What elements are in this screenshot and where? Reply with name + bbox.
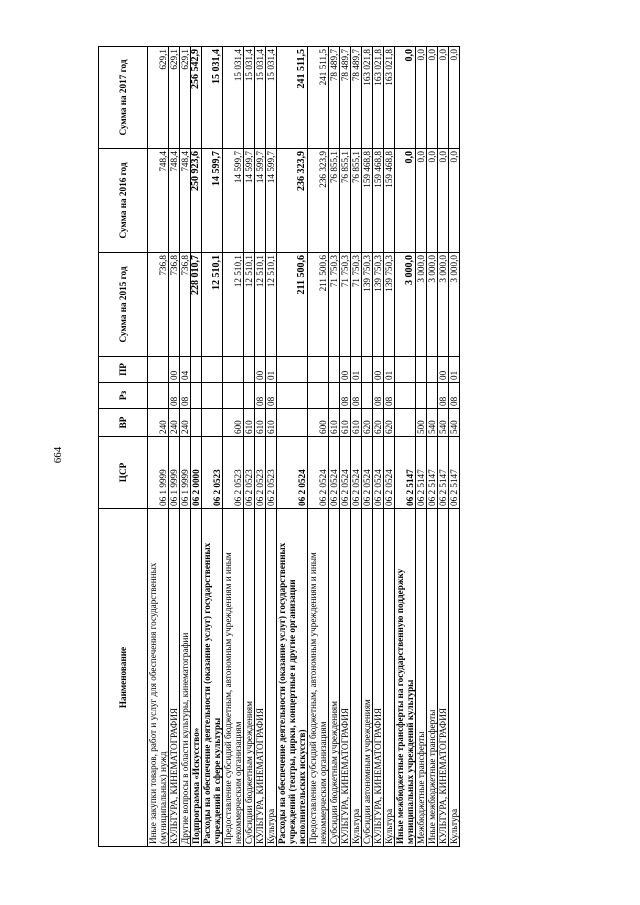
cell-csr: 06 2 0523 (244, 437, 255, 509)
cell-2016: 159 468,8 (384, 149, 395, 253)
header-2016: Сумма на 2016 год (99, 149, 148, 253)
table-row (255, 47, 266, 847)
cell-pr (202, 357, 223, 383)
cell-csr: 06 1 9999 (180, 437, 191, 509)
cell-name: КУЛЬТУРА, КИНЕМАТОГРАФИЯ (169, 509, 180, 847)
cell-2017: 629,1 (148, 47, 169, 149)
header-vr: ВР (99, 409, 148, 437)
header-pr: ПР (99, 357, 148, 383)
table-row (449, 47, 460, 847)
cell-pr (277, 357, 308, 383)
table-row (169, 47, 180, 847)
cell-csr: 06 2 0524 (340, 437, 351, 509)
cell-csr: 06 2 0523 (266, 437, 277, 509)
cell-vr: 500 (416, 409, 427, 437)
cell-2016: 0,0 (438, 149, 449, 253)
cell-2015: 3 000,0 (416, 253, 427, 357)
cell-2015: 12 510,1 (244, 253, 255, 357)
cell-pr (191, 357, 202, 383)
cell-2017: 256 542,9 (191, 47, 202, 149)
cell-2016: 76 855,1 (329, 149, 340, 253)
cell-pr (308, 357, 329, 383)
cell-name: Расходы на обеспечение деятельности (оказание услуг) государственных учреждений в сфере культуры (202, 509, 223, 847)
cell-pr (244, 357, 255, 383)
cell-2017: 78 489,7 (351, 47, 362, 149)
cell-pr (427, 357, 438, 383)
cell-csr: 06 2 5147 (427, 437, 438, 509)
cell-2017: 15 031,4 (223, 47, 244, 149)
cell-2016: 76 855,1 (340, 149, 351, 253)
cell-csr: 06 2 5147 (438, 437, 449, 509)
cell-csr: 06 2 0524 (308, 437, 329, 509)
cell-pr: 00 (340, 357, 351, 383)
cell-rz (148, 383, 169, 409)
table-row (266, 47, 277, 847)
cell-rz: 08 (169, 383, 180, 409)
cell-2016: 748,4 (148, 149, 169, 253)
cell-csr: 06 2 0524 (384, 437, 395, 509)
cell-2017: 15 031,4 (255, 47, 266, 149)
cell-rz: 08 (351, 383, 362, 409)
cell-vr (395, 409, 416, 437)
table-row (329, 47, 340, 847)
cell-2017: 78 489,7 (340, 47, 351, 149)
cell-csr: 06 2 5147 (449, 437, 460, 509)
cell-rz: 08 (266, 383, 277, 409)
cell-csr: 06 2 0523 (202, 437, 223, 509)
table-row (244, 47, 255, 847)
cell-csr: 06 1 9999 (169, 437, 180, 509)
cell-2017: 0,0 (416, 47, 427, 149)
cell-2016: 0,0 (395, 149, 416, 253)
cell-csr: 06 2 0000 (191, 437, 202, 509)
page-number: 664 (52, 446, 64, 464)
cell-2015: 736,8 (148, 253, 169, 357)
header-rz: Рз (99, 383, 148, 409)
table-row (351, 47, 362, 847)
cell-2015: 12 510,1 (223, 253, 244, 357)
cell-2016: 14 599,7 (266, 149, 277, 253)
cell-csr: 06 2 0524 (329, 437, 340, 509)
cell-2015: 736,8 (169, 253, 180, 357)
cell-2015: 71 750,3 (329, 253, 340, 357)
cell-pr: 01 (449, 357, 460, 383)
cell-2016: 159 468,8 (373, 149, 384, 253)
cell-pr: 01 (266, 357, 277, 383)
cell-csr: 06 2 0524 (373, 437, 384, 509)
cell-2016: 0,0 (449, 149, 460, 253)
header-name: Наименование (99, 509, 148, 847)
cell-2016: 159 468,8 (362, 149, 373, 253)
cell-2016: 748,4 (169, 149, 180, 253)
cell-vr: 620 (384, 409, 395, 437)
budget-table (98, 46, 460, 847)
cell-name: Культура (351, 509, 362, 847)
header-2015: Сумма на 2015 год (99, 253, 148, 357)
cell-2016: 14 599,7 (255, 149, 266, 253)
cell-rz: 08 (340, 383, 351, 409)
cell-vr: 610 (244, 409, 255, 437)
cell-2015: 71 750,3 (340, 253, 351, 357)
cell-name: Межбюджетные трансферты (416, 509, 427, 847)
cell-rz (191, 383, 202, 409)
cell-pr: 00 (169, 357, 180, 383)
cell-2017: 241 511,5 (277, 47, 308, 149)
cell-pr: 00 (373, 357, 384, 383)
cell-pr: 00 (438, 357, 449, 383)
cell-vr (191, 409, 202, 437)
cell-rz (427, 383, 438, 409)
cell-rz (202, 383, 223, 409)
table-row (416, 47, 427, 847)
cell-csr: 06 2 0524 (277, 437, 308, 509)
cell-pr (362, 357, 373, 383)
cell-2015: 211 500,6 (277, 253, 308, 357)
cell-name: Культура (384, 509, 395, 847)
cell-rz (362, 383, 373, 409)
cell-2016: 236 323,9 (277, 149, 308, 253)
rotated-table-container (98, 47, 548, 847)
cell-rz: 08 (449, 383, 460, 409)
cell-vr: 610 (340, 409, 351, 437)
cell-2017: 0,0 (427, 47, 438, 149)
cell-name: Иные межбюджетные трансферты на государственную поддержку муниципальных учреждений культуры (395, 509, 416, 847)
cell-vr: 600 (223, 409, 244, 437)
cell-2017: 0,0 (438, 47, 449, 149)
cell-csr: 06 2 0524 (351, 437, 362, 509)
table-row (223, 47, 244, 847)
cell-rz: 08 (255, 383, 266, 409)
cell-2017: 78 489,7 (329, 47, 340, 149)
table-row (148, 47, 169, 847)
cell-rz: 08 (180, 383, 191, 409)
cell-2015: 139 750,3 (362, 253, 373, 357)
cell-2016: 236 323,9 (308, 149, 329, 253)
cell-vr: 540 (427, 409, 438, 437)
cell-2017: 163 021,8 (373, 47, 384, 149)
cell-rz (329, 383, 340, 409)
cell-rz (395, 383, 416, 409)
cell-2015: 736,8 (180, 253, 191, 357)
cell-csr: 06 2 0524 (362, 437, 373, 509)
cell-2015: 139 750,3 (384, 253, 395, 357)
cell-pr: 00 (255, 357, 266, 383)
cell-2016: 14 599,7 (244, 149, 255, 253)
cell-vr (277, 409, 308, 437)
cell-2015: 12 510,1 (202, 253, 223, 357)
table-row (340, 47, 351, 847)
table-row (308, 47, 329, 847)
cell-2015: 12 510,1 (266, 253, 277, 357)
cell-rz: 08 (438, 383, 449, 409)
cell-name: КУЛЬТУРА, КИНЕМАТОГРАФИЯ (438, 509, 449, 847)
cell-name: Другие вопросы в области культуры, кинематографии (180, 509, 191, 847)
table-row (202, 47, 223, 847)
cell-name: Иные межбюджетные трансферты (427, 509, 438, 847)
cell-pr: 01 (351, 357, 362, 383)
cell-rz (308, 383, 329, 409)
table-body (148, 47, 460, 847)
table-row (191, 47, 202, 847)
cell-csr: 06 2 0523 (255, 437, 266, 509)
cell-vr: 620 (362, 409, 373, 437)
cell-vr: 540 (449, 409, 460, 437)
cell-pr (223, 357, 244, 383)
cell-2016: 250 923,6 (191, 149, 202, 253)
cell-pr (395, 357, 416, 383)
table-row (438, 47, 449, 847)
cell-2016: 0,0 (416, 149, 427, 253)
cell-2017: 163 021,8 (362, 47, 373, 149)
cell-vr: 610 (266, 409, 277, 437)
cell-name: Субсидии бюджетным учреждениям (244, 509, 255, 847)
cell-vr: 540 (438, 409, 449, 437)
table-row (180, 47, 191, 847)
cell-2017: 629,1 (180, 47, 191, 149)
table-row (362, 47, 373, 847)
cell-2017: 15 031,4 (266, 47, 277, 149)
cell-2015: 3 000,0 (438, 253, 449, 357)
cell-pr (148, 357, 169, 383)
cell-vr: 610 (255, 409, 266, 437)
cell-name: Расходы на обеспечение деятельности (оказание услуг) государственных учреждений (театры, цирки, концертные и другие организации исполнительских искусств) (277, 509, 308, 847)
cell-csr: 06 2 5147 (395, 437, 416, 509)
cell-2015: 71 750,3 (351, 253, 362, 357)
cell-rz (244, 383, 255, 409)
cell-csr: 06 2 0523 (223, 437, 244, 509)
cell-2016: 14 599,7 (202, 149, 223, 253)
cell-name: КУЛЬТУРА, КИНЕМАТОГРАФИЯ (255, 509, 266, 847)
cell-name: Культура (449, 509, 460, 847)
table-header-row (99, 47, 148, 847)
cell-name: Субсидии бюджетным учреждениям (329, 509, 340, 847)
cell-rz: 08 (373, 383, 384, 409)
cell-name: Культура (266, 509, 277, 847)
header-2017: Сумма на 2017 год (99, 47, 148, 149)
cell-2017: 15 031,4 (244, 47, 255, 149)
cell-vr: 610 (351, 409, 362, 437)
cell-vr: 610 (329, 409, 340, 437)
cell-2016: 0,0 (427, 149, 438, 253)
cell-pr (329, 357, 340, 383)
cell-name: Субсидии автономным учреждениям (362, 509, 373, 847)
cell-2015: 12 510,1 (255, 253, 266, 357)
cell-2015: 211 500,6 (308, 253, 329, 357)
cell-2016: 748,4 (180, 149, 191, 253)
cell-2015: 3 000,0 (395, 253, 416, 357)
cell-vr: 240 (180, 409, 191, 437)
cell-2015: 3 000,0 (449, 253, 460, 357)
table-row (373, 47, 384, 847)
cell-pr: 01 (384, 357, 395, 383)
cell-name: Подпрограмма «Искусство» (191, 509, 202, 847)
cell-vr: 240 (148, 409, 169, 437)
cell-rz (223, 383, 244, 409)
cell-name: Иные закупки товаров, работ и услуг для обеспечения государственных (муниципальных) нужд (148, 509, 169, 847)
cell-rz: 08 (384, 383, 395, 409)
table-row (277, 47, 308, 847)
cell-name: Предоставление субсидий бюджетным, автономным учреждениям и иным некоммерческим организациям (223, 509, 244, 847)
cell-2017: 15 031,4 (202, 47, 223, 149)
table-row (427, 47, 438, 847)
cell-2017: 163 021,8 (384, 47, 395, 149)
cell-pr (416, 357, 427, 383)
cell-2015: 228 010,7 (191, 253, 202, 357)
cell-2015: 139 750,3 (373, 253, 384, 357)
cell-name: КУЛЬТУРА, КИНЕМАТОГРАФИЯ (373, 509, 384, 847)
cell-csr: 06 1 9999 (148, 437, 169, 509)
cell-2015: 3 000,0 (427, 253, 438, 357)
cell-vr: 240 (169, 409, 180, 437)
cell-pr: 04 (180, 357, 191, 383)
table-row (384, 47, 395, 847)
cell-vr: 620 (373, 409, 384, 437)
table-row (395, 47, 416, 847)
cell-2017: 0,0 (395, 47, 416, 149)
cell-2017: 0,0 (449, 47, 460, 149)
cell-csr: 06 2 5147 (416, 437, 427, 509)
header-csr: ЦСР (99, 437, 148, 509)
cell-2017: 629,1 (169, 47, 180, 149)
cell-vr (202, 409, 223, 437)
cell-name: Предоставление субсидий бюджетным, автономным учреждениям и иным некоммерческим организациям (308, 509, 329, 847)
cell-rz (277, 383, 308, 409)
cell-vr: 600 (308, 409, 329, 437)
cell-name: КУЛЬТУРА, КИНЕМАТОГРАФИЯ (340, 509, 351, 847)
cell-2016: 14 599,7 (223, 149, 244, 253)
cell-2017: 241 511,5 (308, 47, 329, 149)
cell-rz (416, 383, 427, 409)
cell-2016: 76 855,1 (351, 149, 362, 253)
